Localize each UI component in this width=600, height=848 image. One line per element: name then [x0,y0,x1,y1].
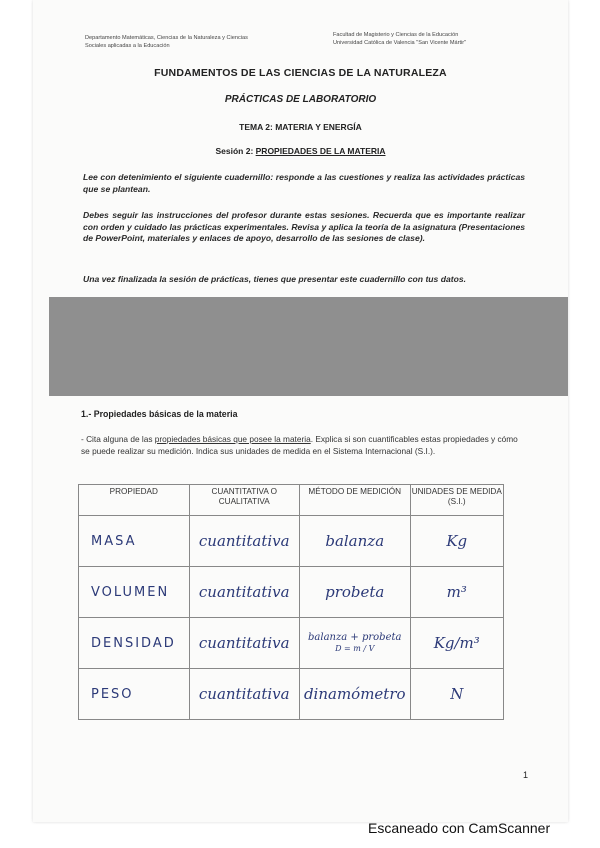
header-right-line1: Facultad de Magisterio y Ciencias de la Educación [333,32,459,38]
header-right-line2: Universidad Católica de Valencia "San Vicente Mártir" [333,40,467,46]
question-text [81,434,526,457]
session-prefix: Sesión 2: [215,146,256,156]
cell-unidad: Kg/m³ [410,618,504,669]
header-left [85,34,305,50]
main-title: FUNDAMENTOS DE LAS CIENCIAS DE LA NATURALEZA [154,67,447,79]
question-rest: . Explica si son cuantificables estas propiedades y cómo se puede realizar su medición. Indica sus unidades de medida en el Sistema Internacional (S.I.). [81,434,518,456]
cell-metodo: probeta [300,567,411,618]
cell-tipo: cuantitativa [189,567,300,618]
cell-propiedad: DENSIDAD [79,618,190,669]
header-left-line2: Sociales aplicadas a la Educación [85,43,170,49]
table-row [79,516,504,567]
table-row [79,618,504,669]
table-row [79,567,504,618]
cell-unidad: N [410,669,504,720]
subtitle: PRÁCTICAS DE LABORATORIO [224,94,377,105]
header-metodo: MÉTODO DE MEDICIÓN [300,485,411,516]
session-title [33,146,568,156]
cell-propiedad: VOLUMEN [79,567,190,618]
header-propiedad: PROPIEDAD [79,485,190,516]
tema-title: TEMA 2: MATERIA Y ENERGÍA [239,122,362,132]
section-title: 1.- Propiedades básicas de la materia [81,409,238,419]
cell-propiedad: MASA [79,516,190,567]
header-tipo: CUANTITATIVA O CUALITATIVA [189,485,300,516]
table-row [79,669,504,720]
table-header-row [79,485,504,516]
cell-metodo-text: balanza + probeta [308,632,402,643]
cell-metodo: dinamómetro [300,669,411,720]
cell-unidad: m³ [410,567,504,618]
cell-tipo: cuantitativa [189,618,300,669]
camscanner-watermark: Escaneado con CamScanner [368,820,551,836]
instruction-paragraph-2: Debes seguir las instrucciones del profesor durante estas sesiones. Recuerda que es importante realizar con orden y cuidado las prácticas experimentales. Revisa y aplica la teoría de la asignatura (Presentaciones de PowerPoint, materiales y enlaces de apoyo, desarrollo de las sesiones de clase). [83,210,525,243]
cell-metodo: balanza [300,516,411,567]
cell-metodo [300,618,411,669]
cell-propiedad: PESO [79,669,190,720]
instruction-paragraph-1: Lee con detenimiento el siguiente cuadernillo: responde a las cuestiones y realiza las actividades prácticas que se plantean. [83,172,525,194]
instruction-paragraph-3: Una vez finalizada la sesión de prácticas, tienes que presentar este cuadernillo con tus datos. [83,274,467,284]
properties-table [78,484,504,720]
density-formula: D = m / V [335,644,375,653]
redacted-block [49,297,568,396]
header-right [333,31,533,47]
page-number: 1 [523,770,529,780]
question-prefix: - Cita alguna de las [81,434,155,444]
header-unidades: UNIDADES DE MEDIDA (S.I.) [410,485,504,516]
cell-tipo: cuantitativa [189,669,300,720]
cell-tipo: cuantitativa [189,516,300,567]
document-page [33,0,568,822]
header-left-line1: Departamento Matemáticas, Ciencias de la Naturaleza y Ciencias [85,35,248,41]
question-underlined: propiedades básicas que posee la materia [154,434,311,444]
cell-unidad: Kg [410,516,504,567]
session-topic: PROPIEDADES DE LA MATERIA [255,146,386,156]
